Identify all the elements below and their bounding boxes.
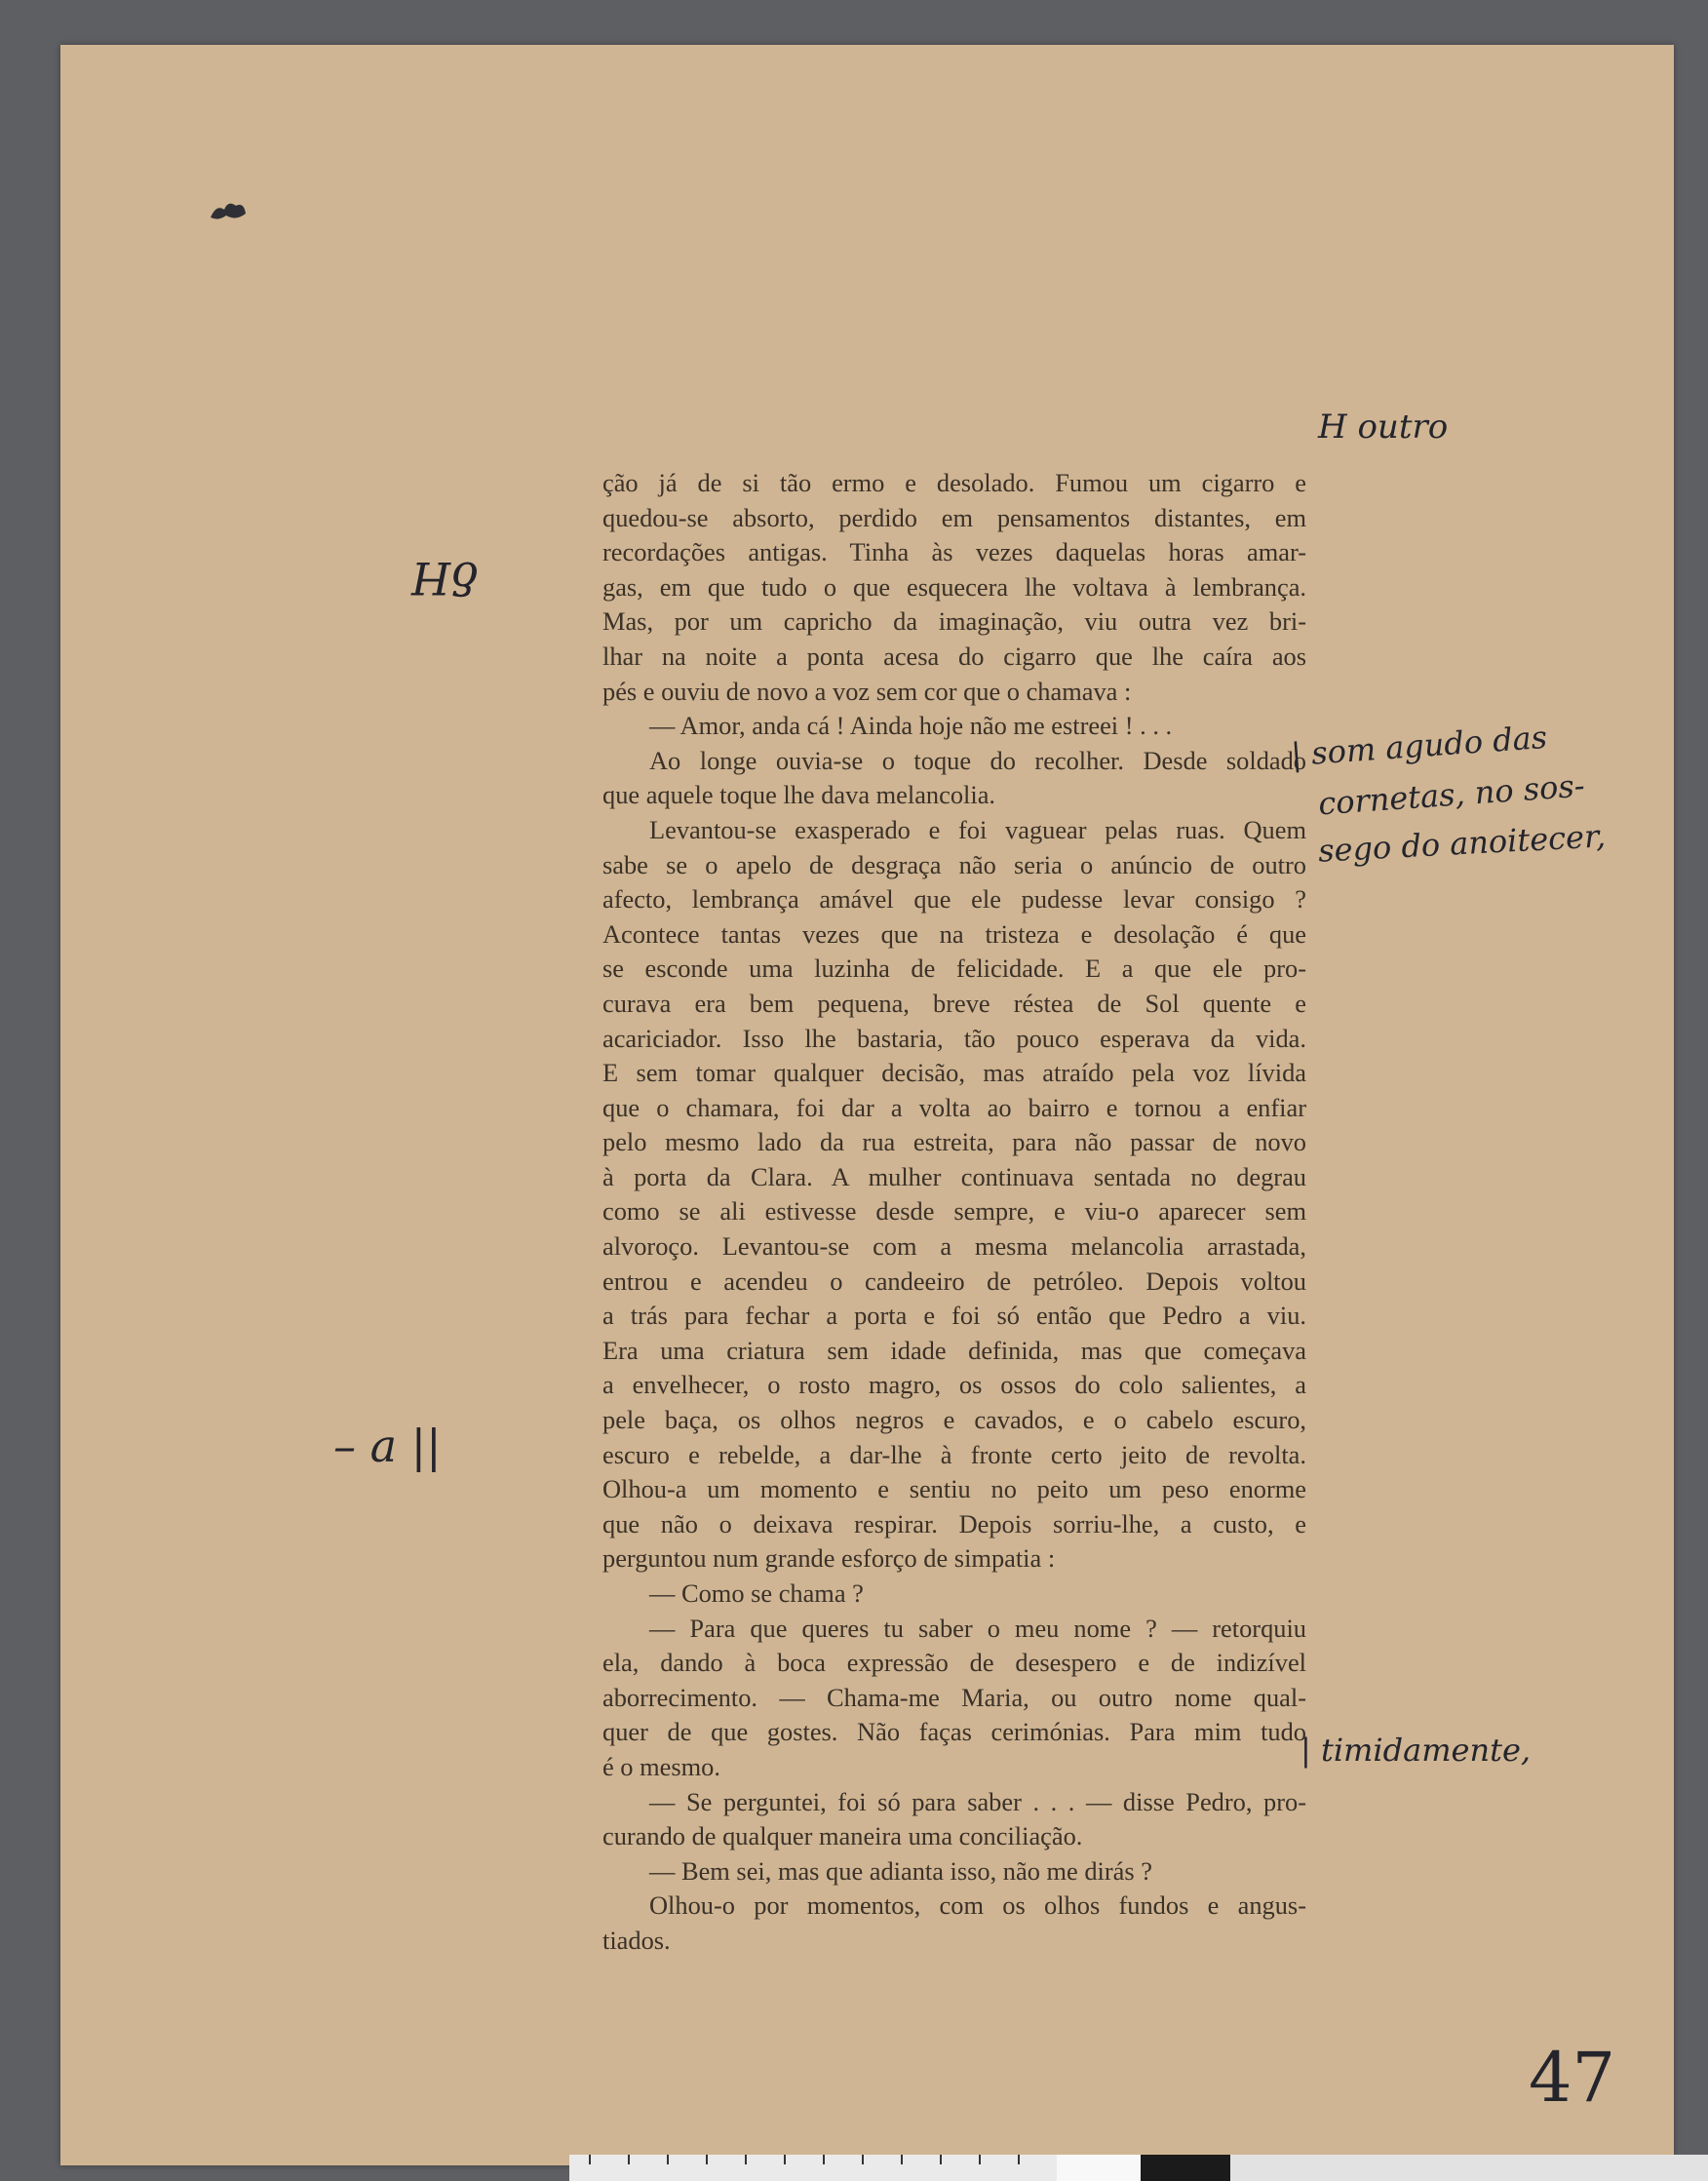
text-line: — Se perguntei, foi só para saber . . . — disse Pedro, pro- bbox=[649, 1786, 1306, 1816]
text-line: acariciador. Isso lhe bastaria, tão pouco esperava da vida. bbox=[602, 1023, 1306, 1053]
text-line: Acontece tantas vezes que na tristeza e desolação é que bbox=[602, 918, 1306, 949]
handwritten-note-timidamente: | timidamente, bbox=[1300, 1732, 1532, 1769]
text-line: pelo mesmo lado da rua estreita, para não passar de novo bbox=[602, 1127, 1306, 1157]
text-line: — Bem sei, mas que adianta isso, não me dirás ? bbox=[649, 1855, 1152, 1886]
text-line: aborrecimento. — Chama-me Maria, ou outro nome qual- bbox=[602, 1682, 1306, 1712]
scale-ruler bbox=[569, 2155, 1708, 2181]
text-line: perguntou num grande esforço de simpatia : bbox=[602, 1543, 1056, 1574]
text-line: — Para que queres tu saber o meu nome ? — retorquiu bbox=[649, 1613, 1306, 1643]
text-line: Olhou-a um momento e sentiu no peito um peso enorme bbox=[602, 1474, 1306, 1504]
text-line: lhar na noite a ponta acesa do cigarro que lhe caíra aos bbox=[602, 641, 1306, 671]
text-line: tiados. bbox=[602, 1925, 671, 1955]
handwritten-note-som-agudo: | som agudo das bbox=[1289, 718, 1549, 774]
text-line: — Como se chama ? bbox=[649, 1578, 864, 1608]
text-line: Era uma criatura sem idade definida, mas que começava bbox=[602, 1335, 1306, 1365]
text-line: pés e ouviu de novo a voz sem cor que o chamava : bbox=[602, 676, 1132, 706]
text-line: a trás para fechar a porta e foi só então que Pedro a viu. bbox=[602, 1301, 1306, 1331]
text-line: ção já de si tão ermo e desolado. Fumou um cigarro e bbox=[602, 468, 1306, 497]
handwritten-note-anoitecer: sego do anoitecer, bbox=[1317, 817, 1607, 870]
typeset-body-text bbox=[602, 466, 1306, 1959]
text-line: gas, em que tudo o que esquecera lhe voltava à lembrança. bbox=[602, 571, 1306, 602]
manuscript-page bbox=[60, 45, 1674, 2165]
text-line: a envelhecer, o rosto magro, os ossos do colo salientes, a bbox=[602, 1370, 1306, 1400]
text-line: — Amor, anda cá ! Ainda hoje não me estreei ! . . . bbox=[649, 711, 1173, 741]
text-line: pele baça, os olhos negros e cavados, e o cabelo escuro, bbox=[602, 1405, 1306, 1435]
text-line: escuro e rebelde, a dar-lhe à fronte certo jeito de revolta. bbox=[602, 1439, 1306, 1469]
text-line: Olhou-o por momentos, com os olhos fundos e angus- bbox=[649, 1890, 1306, 1921]
ink-stamp-mark bbox=[207, 196, 250, 223]
text-line: quer de que gostes. Não faças cerimónias. Para mim tudo bbox=[602, 1717, 1306, 1747]
text-line: como se ali estivesse desde sempre, e viu-o aparecer sem bbox=[602, 1196, 1306, 1227]
text-line: que não o deixava respirar. Depois sorriu-lhe, a custo, e bbox=[602, 1508, 1306, 1538]
handwritten-note-cornetas: cornetas, no sos- bbox=[1317, 766, 1586, 823]
text-line: alvoroço. Levantou-se com a mesma melancolia arrastada, bbox=[602, 1231, 1306, 1262]
text-line: é o mesmo. bbox=[602, 1751, 720, 1781]
text-line: que o chamara, foi dar a volta ao bairro e tornou a enfiar bbox=[602, 1092, 1306, 1122]
handwritten-page-number: 47 bbox=[1529, 2038, 1616, 2118]
text-line: Levantou-se exasperado e foi vaguear pelas ruas. Quem bbox=[649, 814, 1306, 844]
text-line: ela, dando à boca expressão de desespero e de indizível bbox=[602, 1648, 1306, 1678]
handwritten-note-outro: H outro bbox=[1318, 408, 1449, 447]
text-line: Ao longe ouvia-se o toque do recolher. Desde soldado bbox=[649, 745, 1306, 775]
text-line: sabe se o apelo de desgraça não seria o anúncio de outro bbox=[602, 849, 1306, 879]
text-line: curava era bem pequena, breve réstea de Sol quente e bbox=[602, 988, 1306, 1018]
text-line: Mas, por um capricho da imaginação, viu outra vez bri- bbox=[602, 606, 1306, 637]
text-line: se esconde uma luzinha de felicidade. E a que ele pro- bbox=[602, 954, 1306, 984]
text-line: curando de qualquer maneira uma conciliação. bbox=[602, 1821, 1083, 1851]
handwritten-mark-dh: δH bbox=[411, 552, 478, 604]
text-line: que aquele toque lhe dava melancolia. bbox=[602, 780, 996, 810]
text-line: à porta da Clara. A mulher continuava sentada no degrau bbox=[602, 1161, 1306, 1191]
handwritten-mark-a: – a || bbox=[333, 1420, 442, 1472]
text-line: afecto, lembrança amável que ele pudesse levar consigo ? bbox=[602, 884, 1306, 915]
text-line: quedou-se absorto, perdido em pensamentos distantes, em bbox=[602, 502, 1306, 532]
text-line: entrou e acendeu o candeeiro de petróleo. Depois voltou bbox=[602, 1266, 1306, 1296]
text-line: E sem tomar qualquer decisão, mas atraído pela voz lívida bbox=[602, 1058, 1306, 1088]
text-line: recordações antigas. Tinha às vezes daquelas horas amar- bbox=[602, 537, 1306, 567]
